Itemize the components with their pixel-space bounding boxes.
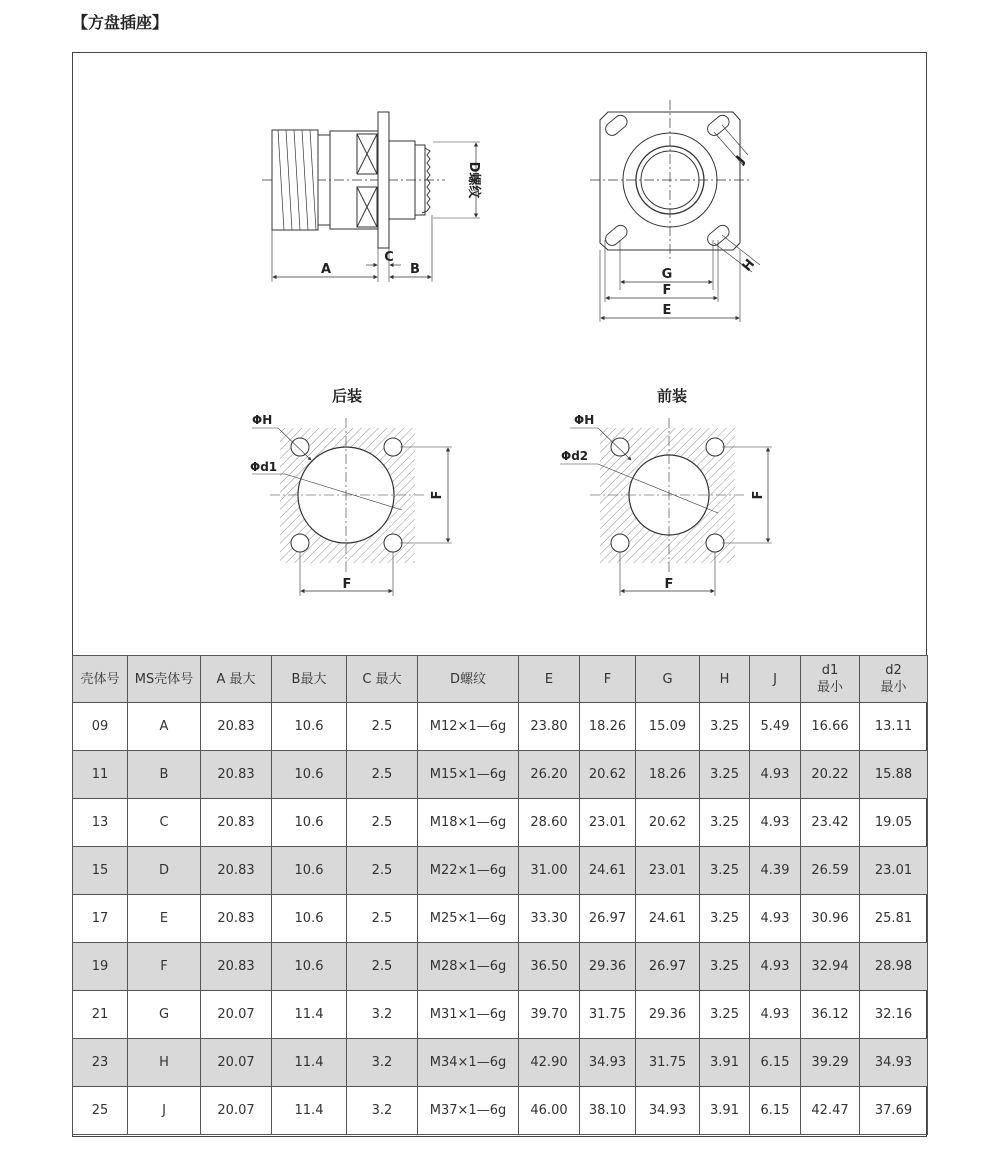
table-cell: 5.49 bbox=[750, 703, 801, 751]
table-cell: 30.96 bbox=[801, 895, 860, 943]
table-cell: 11.4 bbox=[272, 991, 347, 1039]
table-cell: E bbox=[128, 895, 201, 943]
table-cell: H bbox=[128, 1039, 201, 1087]
table-cell: 24.61 bbox=[636, 895, 700, 943]
table-cell: 2.5 bbox=[347, 751, 418, 799]
dim-e-label: E bbox=[662, 303, 672, 318]
table-row bbox=[73, 943, 928, 991]
table-cell: 3.25 bbox=[700, 799, 750, 847]
table-cell: 4.39 bbox=[750, 847, 801, 895]
table-cell: 26.97 bbox=[636, 943, 700, 991]
dim-a-label: A bbox=[320, 262, 332, 277]
table-cell: 2.5 bbox=[347, 895, 418, 943]
dim-d-label: D螺纹 bbox=[466, 161, 481, 199]
table-cell: 20.22 bbox=[801, 751, 860, 799]
table-cell: C bbox=[128, 799, 201, 847]
table-cell: M12×1—6g bbox=[418, 703, 519, 751]
table-cell: 25.81 bbox=[860, 895, 928, 943]
table-cell: 31.75 bbox=[580, 991, 636, 1039]
table-cell: 2.5 bbox=[347, 943, 418, 991]
dim-j-label: J bbox=[733, 153, 749, 167]
table-cell: 21 bbox=[73, 991, 128, 1039]
table-row bbox=[73, 751, 928, 799]
table-cell: A bbox=[128, 703, 201, 751]
front-view bbox=[590, 100, 760, 322]
front-phi-h-label: ΦH bbox=[574, 413, 595, 427]
table-cell: 23.01 bbox=[860, 847, 928, 895]
table-cell: 42.90 bbox=[519, 1039, 580, 1087]
table-cell: 20.83 bbox=[201, 703, 272, 751]
table-header-row bbox=[73, 656, 928, 703]
table-cell: 46.00 bbox=[519, 1087, 580, 1135]
table-cell: 3.25 bbox=[700, 703, 750, 751]
table-cell: 29.36 bbox=[636, 991, 700, 1039]
table-cell: 15.09 bbox=[636, 703, 700, 751]
rear-mount-title: 后装 bbox=[331, 387, 363, 405]
column-header: d2 最小 bbox=[860, 656, 928, 703]
table-cell: B bbox=[128, 751, 201, 799]
table-cell: 13 bbox=[73, 799, 128, 847]
table-cell: 6.15 bbox=[750, 1087, 801, 1135]
table-cell: J bbox=[128, 1087, 201, 1135]
table-cell: 4.93 bbox=[750, 943, 801, 991]
table-cell: 09 bbox=[73, 703, 128, 751]
table-cell: G bbox=[128, 991, 201, 1039]
rear-phi-d1-label: Φd1 bbox=[250, 460, 278, 474]
table-cell: 23.42 bbox=[801, 799, 860, 847]
column-header: d1 最小 bbox=[801, 656, 860, 703]
table-cell: 37.69 bbox=[860, 1087, 928, 1135]
table-cell: M25×1—6g bbox=[418, 895, 519, 943]
table-cell: 24.61 bbox=[580, 847, 636, 895]
table-cell: 23.80 bbox=[519, 703, 580, 751]
rear-phi-h-label: ΦH bbox=[252, 413, 273, 427]
column-header: G bbox=[636, 656, 700, 703]
table-cell: 32.16 bbox=[860, 991, 928, 1039]
table-cell: 26.59 bbox=[801, 847, 860, 895]
table-cell: M18×1—6g bbox=[418, 799, 519, 847]
table-cell: 20.07 bbox=[201, 1087, 272, 1135]
table-cell: 10.6 bbox=[272, 751, 347, 799]
table-cell: 28.60 bbox=[519, 799, 580, 847]
table-cell: 36.12 bbox=[801, 991, 860, 1039]
table-cell: D bbox=[128, 847, 201, 895]
table-cell: 26.97 bbox=[580, 895, 636, 943]
table-cell: 4.93 bbox=[750, 895, 801, 943]
table-cell: 20.07 bbox=[201, 991, 272, 1039]
table-row bbox=[73, 1087, 928, 1135]
table-cell: 23.01 bbox=[636, 847, 700, 895]
table-cell: 23 bbox=[73, 1039, 128, 1087]
table-cell: 15 bbox=[73, 847, 128, 895]
column-header: J bbox=[750, 656, 801, 703]
dim-f-label: F bbox=[662, 283, 672, 298]
table-cell: 4.93 bbox=[750, 751, 801, 799]
table-cell: 20.83 bbox=[201, 847, 272, 895]
column-header: 壳体号 bbox=[73, 656, 128, 703]
table-cell: M15×1—6g bbox=[418, 751, 519, 799]
table-cell: 20.83 bbox=[201, 895, 272, 943]
table-cell: 25 bbox=[73, 1087, 128, 1135]
table-cell: 34.93 bbox=[636, 1087, 700, 1135]
table-cell: 16.66 bbox=[801, 703, 860, 751]
table-cell: 11.4 bbox=[272, 1039, 347, 1087]
table-cell: 10.6 bbox=[272, 895, 347, 943]
front-f-horizontal-label: F bbox=[664, 577, 674, 592]
column-header: E bbox=[519, 656, 580, 703]
dim-h-label: H bbox=[739, 256, 759, 275]
table-cell: 42.47 bbox=[801, 1087, 860, 1135]
table-cell: 3.25 bbox=[700, 943, 750, 991]
table-cell: 3.2 bbox=[347, 1087, 418, 1135]
table-cell: 13.11 bbox=[860, 703, 928, 751]
page-title: 【方盘插座】 bbox=[72, 13, 169, 32]
table-cell: M28×1—6g bbox=[418, 943, 519, 991]
table-cell: F bbox=[128, 943, 201, 991]
column-header: A 最大 bbox=[201, 656, 272, 703]
table-cell: 33.30 bbox=[519, 895, 580, 943]
table-cell: 20.83 bbox=[201, 799, 272, 847]
table-cell: 34.93 bbox=[580, 1039, 636, 1087]
front-f-vertical-label: F bbox=[751, 490, 766, 500]
table-row bbox=[73, 703, 928, 751]
column-header: B最大 bbox=[272, 656, 347, 703]
table-cell: 20.07 bbox=[201, 1039, 272, 1087]
table-cell: 39.70 bbox=[519, 991, 580, 1039]
table-row bbox=[73, 799, 928, 847]
table-cell: 3.25 bbox=[700, 991, 750, 1039]
table-cell: 18.26 bbox=[580, 703, 636, 751]
table-cell: 20.83 bbox=[201, 751, 272, 799]
side-view bbox=[262, 112, 480, 282]
table-cell: 11 bbox=[73, 751, 128, 799]
table-cell: 3.91 bbox=[700, 1039, 750, 1087]
front-phi-d2-label: Φd2 bbox=[561, 449, 589, 463]
table-cell: 4.93 bbox=[750, 799, 801, 847]
column-header: D螺纹 bbox=[418, 656, 519, 703]
table-cell: 38.10 bbox=[580, 1087, 636, 1135]
table-cell: 6.15 bbox=[750, 1039, 801, 1087]
column-header: H bbox=[700, 656, 750, 703]
table-cell: 39.29 bbox=[801, 1039, 860, 1087]
table-cell: 2.5 bbox=[347, 847, 418, 895]
rear-mount-cutout bbox=[252, 418, 452, 596]
dim-c-label: C bbox=[384, 250, 394, 265]
table-row bbox=[73, 1039, 928, 1087]
table-cell: 34.93 bbox=[860, 1039, 928, 1087]
table-cell: 10.6 bbox=[272, 703, 347, 751]
table-cell: 3.25 bbox=[700, 895, 750, 943]
table-cell: 19 bbox=[73, 943, 128, 991]
table-cell: 3.2 bbox=[347, 991, 418, 1039]
dim-g-label: G bbox=[661, 267, 673, 282]
dim-b-label: B bbox=[410, 262, 420, 277]
rear-f-vertical-label: F bbox=[430, 490, 445, 500]
table-cell: 31.75 bbox=[636, 1039, 700, 1087]
table-row bbox=[73, 895, 928, 943]
table-cell: 29.36 bbox=[580, 943, 636, 991]
table-cell: 10.6 bbox=[272, 943, 347, 991]
table-cell: 11.4 bbox=[272, 1087, 347, 1135]
table-cell: 31.00 bbox=[519, 847, 580, 895]
table-cell: 3.25 bbox=[700, 751, 750, 799]
table-cell: 15.88 bbox=[860, 751, 928, 799]
table-row bbox=[73, 847, 928, 895]
column-header: MS壳体号 bbox=[128, 656, 201, 703]
table-cell: 26.20 bbox=[519, 751, 580, 799]
table-cell: 3.91 bbox=[700, 1087, 750, 1135]
front-mount-title: 前装 bbox=[656, 387, 688, 405]
table-cell: 10.6 bbox=[272, 847, 347, 895]
table-cell: 2.5 bbox=[347, 799, 418, 847]
table-cell: 36.50 bbox=[519, 943, 580, 991]
table-cell: M37×1—6g bbox=[418, 1087, 519, 1135]
rear-f-horizontal-label: F bbox=[342, 577, 352, 592]
table-cell: M34×1—6g bbox=[418, 1039, 519, 1087]
column-header: F bbox=[580, 656, 636, 703]
table-cell: 3.25 bbox=[700, 847, 750, 895]
table-cell: 20.62 bbox=[580, 751, 636, 799]
table-cell: 23.01 bbox=[580, 799, 636, 847]
table-cell: 18.26 bbox=[636, 751, 700, 799]
table-cell: 2.5 bbox=[347, 703, 418, 751]
table-cell: 10.6 bbox=[272, 799, 347, 847]
spec-table bbox=[72, 655, 928, 1135]
table-cell: 20.83 bbox=[201, 943, 272, 991]
table-cell: 17 bbox=[73, 895, 128, 943]
table-row bbox=[73, 991, 928, 1039]
table-cell: 4.93 bbox=[750, 991, 801, 1039]
front-mount-cutout bbox=[560, 418, 772, 596]
table-cell: M22×1—6g bbox=[418, 847, 519, 895]
table-cell: 19.05 bbox=[860, 799, 928, 847]
column-header: C 最大 bbox=[347, 656, 418, 703]
table-cell: 32.94 bbox=[801, 943, 860, 991]
table-cell: 3.2 bbox=[347, 1039, 418, 1087]
table-cell: 28.98 bbox=[860, 943, 928, 991]
table-cell: M31×1—6g bbox=[418, 991, 519, 1039]
table-cell: 20.62 bbox=[636, 799, 700, 847]
